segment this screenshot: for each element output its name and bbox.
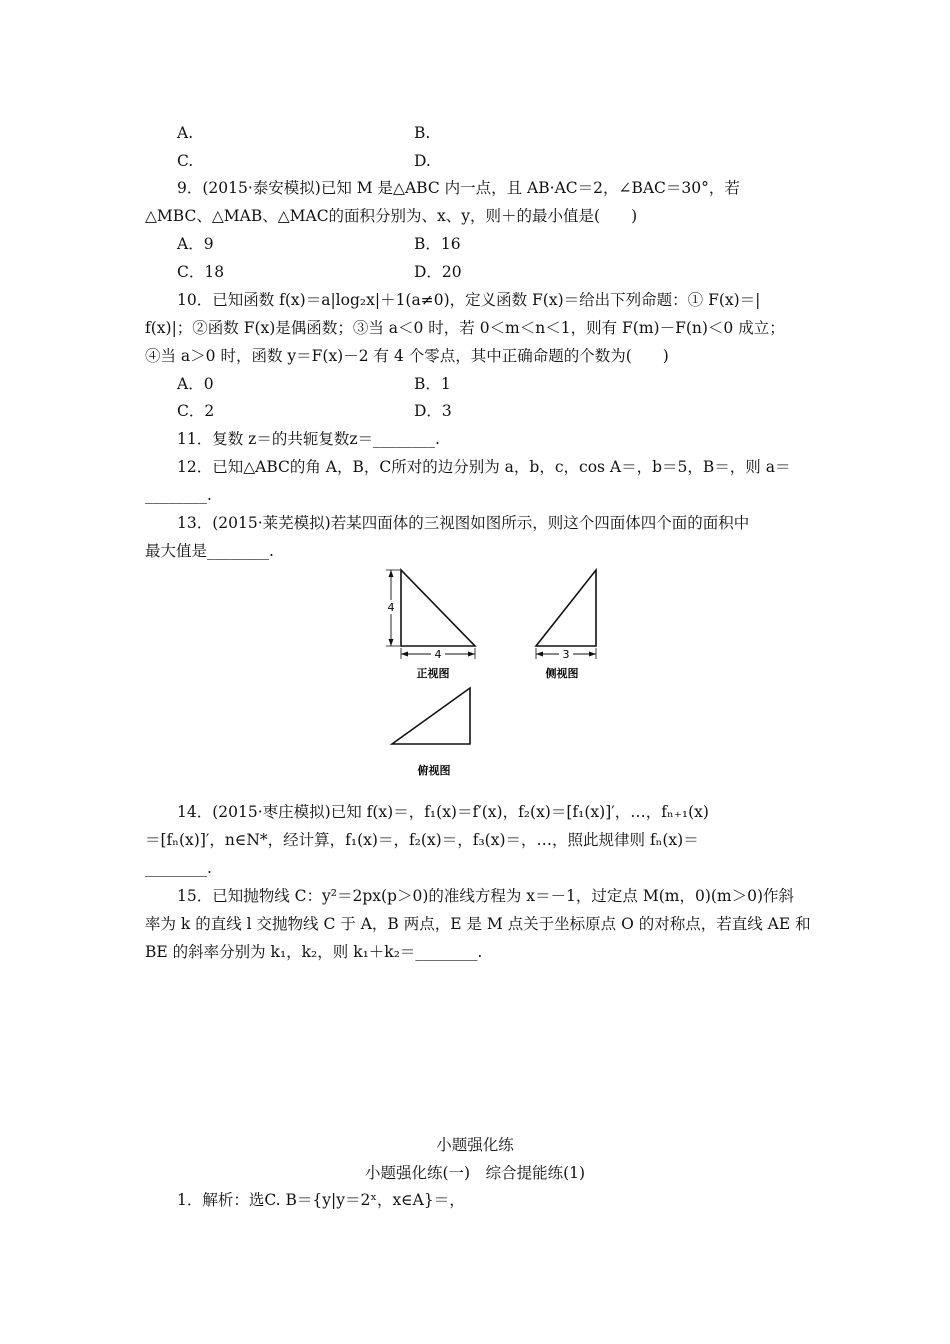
side-view-triangle [536, 570, 596, 646]
q10-option-b: B．1 [414, 375, 451, 393]
question-14-line-1: 14．(2015·枣庄模拟)已知 f(x)＝，f₁(x)＝f′(x)，f₂(x)＝[f₁(x)]′，…，fₙ₊₁(x) [177, 803, 709, 821]
three-view-drawing [350, 562, 610, 780]
answer-1: 1．解析：选C. B＝{y|y＝2ˣ，x∈A}＝， [177, 1191, 465, 1209]
front-view-caption: 正视图 [416, 667, 450, 680]
side-view-caption: 侧视图 [545, 667, 579, 680]
question-10-line-1: 10．已知函数 f(x)＝a|log₂x|＋1(a≠0)，定义函数 F(x)＝给出下列命题：① F(x)＝| [177, 291, 761, 309]
question-15-line-3: BE 的斜率分别为 k₁，k₂，则 k₁＋k₂＝________. [145, 943, 483, 961]
q10-option-a: A．0 [177, 375, 214, 393]
top-view [392, 688, 470, 744]
question-12-line-1: 12．已知△ABC的角 A，B，C所对的边分别为 a，b，c，cos A＝，b＝5，B＝，则 a＝ [177, 458, 791, 476]
front-height-label: 4 [387, 601, 395, 614]
answers-title: 小题强化练 [436, 1136, 514, 1154]
question-11: 11．复数 z＝的共轭复数z＝________. [177, 430, 440, 448]
top-view-triangle [392, 688, 470, 744]
side-view [536, 570, 596, 659]
question-9-line-2: △MBC、△MAB、△MAC的面积分别为、x、y，则＋的最小值是( ) [145, 207, 638, 225]
question-13-line-1: 13．(2015·莱芜模拟)若某四面体的三视图如图所示，则这个四面体四个面的面积中 [177, 514, 750, 532]
front-view [386, 570, 475, 659]
question-13-line-2: 最大值是________. [145, 542, 274, 560]
q9-option-a: A．9 [177, 235, 214, 253]
q10-option-d: D．3 [414, 402, 452, 420]
front-view-triangle [401, 570, 475, 646]
q9-option-d: D．20 [414, 263, 462, 281]
question-14-line-3: ________. [145, 859, 212, 877]
top-view-caption: 俯视图 [417, 764, 451, 777]
question-15-line-1: 15．已知抛物线 C：y²＝2px(p＞0)的准线方程为 x＝－1，过定点 M(m，0)(m＞0)作斜 [177, 887, 795, 905]
question-9-line-1: 9．(2015·泰安模拟)已知 M 是△ABC 内一点，且 AB·AC＝2，∠BAC＝30°，若 [177, 179, 740, 197]
three-view-figure [350, 562, 610, 780]
q9-option-c: C．18 [177, 263, 225, 281]
option-d-top: D. [414, 152, 431, 170]
option-a-top: A. [177, 124, 194, 142]
question-10-line-3: ④当 a＞0 时，函数 y＝F(x)－2 有 4 个零点，其中正确命题的个数为( ) [145, 347, 669, 365]
q10-option-c: C．2 [177, 402, 215, 420]
option-c-top: C. [177, 152, 194, 170]
question-14-line-2: ＝[fₙ(x)]′，n∈N*，经计算，f₁(x)＝，f₂(x)＝，f₃(x)＝，…，照此规律则 fₙ(x)＝ [145, 831, 699, 849]
question-15-line-2: 率为 k 的直线 l 交抛物线 C 于 A，B 两点，E 是 M 点关于坐标原点 O 的对称点，若直线 AE 和 [145, 915, 811, 933]
option-b-top: B. [414, 124, 431, 142]
question-12-line-2: ________. [145, 486, 212, 504]
front-width-label: 4 [434, 648, 442, 661]
answers-subtitle: 小题强化练(一) 综合提能练(1) [364, 1164, 586, 1182]
side-width-label: 3 [562, 648, 570, 661]
q9-option-b: B．16 [414, 235, 461, 253]
question-10-line-2: f(x)|；②函数 F(x)是偶函数；③当 a＜0 时，若 0＜m＜n＜1，则有 F(m)－F(n)＜0 成立； [145, 319, 785, 337]
